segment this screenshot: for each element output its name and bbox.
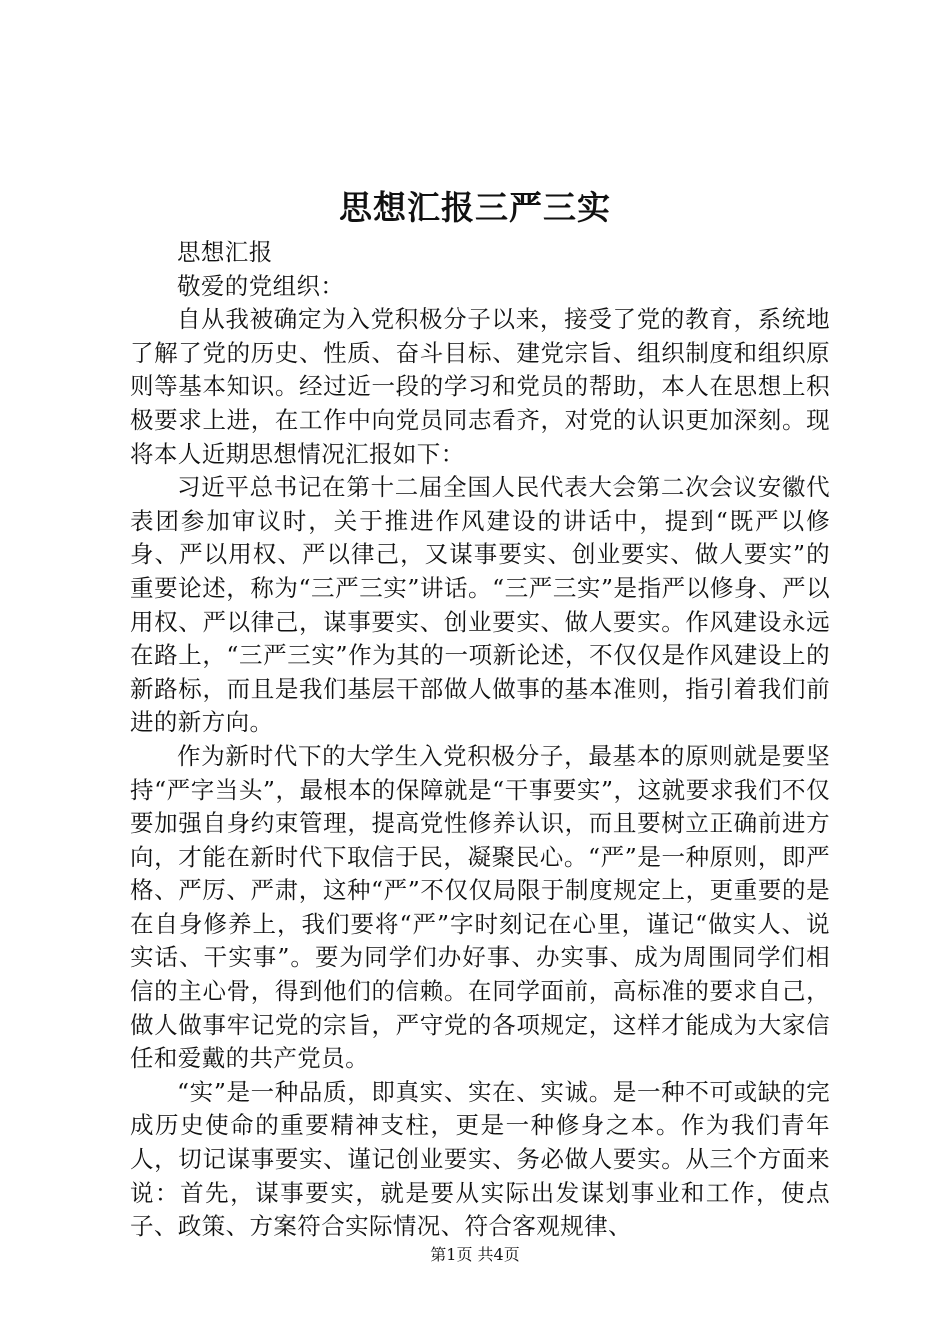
document-body <box>130 236 830 1244</box>
page-footer: 第1页 共4页 <box>430 1245 520 1264</box>
paragraph-salutation: 敬爱的党组织： <box>177 271 345 300</box>
paragraph: 自从我被确定为入党积极分子以来，接受了党的教育，系统地了解了党的历史、性质、奋斗目标、建党宗旨、组织制度和组织原则等基本知识。经过近一段的学习和党员的帮助，本人在思想上积极要求上进，在工作中向党员同志看齐，对党的认识更加深刻。现将本人近期思想情况汇报如下： <box>130 305 830 468</box>
paragraph: “实”是一种品质，即真实、实在、实诚。是一种不可或缺的完成历史使命的重要精神支柱，更是一种修身之本。作为我们青年人，切记谋事要实、谨记创业要实、务必做人要实。从三个方面来说：首先，谋事要实，就是要从实际出发谋划事业和工作，使点子、政策、方案符合实际情况、符合客观规律、 <box>130 1077 830 1241</box>
document-title: 思想汇报三严三实 <box>339 188 611 227</box>
paragraph: 作为新时代下的大学生入党积极分子，最基本的原则就是要坚持“严字当头”，最根本的保障就是“干事要实”，这就要求我们不仅要加强自身约束管理，提高党性修养认识，而且要树立正确前进方向，才能在新时代下取信于民，凝聚民心。“严”是一种原则，即严格、严厉、严肃，这种“严”不仅仅局限于制度规定上，更重要的是在自身修养上，我们要将“严”字时刻记在心里，谨记“做实人、说实话、干实事”。要为同学们办好事、办实事、成为周围同学们相信的主心骨，得到他们的信赖。在同学面前，高标准的要求自己，做人做事牢记党的宗旨，严守党的各项规定，这样才能成为大家信任和爱戴的共产党员。 <box>130 741 830 1073</box>
paragraph: 习近平总书记在第十二届全国人民代表大会第二次会议安徽代表团参加审议时，关于推进作风建设的讲话中，提到“既严以修身、严以用权、严以律己，又谋事要实、创业要实、做人要实”的重要论述，称为“三严三实”讲话。“三严三实”是指严以修身、严以用权、严以律己，谋事要实、创业要实、做人要实。作风建设永远在路上，“三严三实”作为其的一项新论述，不仅仅是作风建设上的新路标，而且是我们基层干部做人做事的基本准则，指引着我们前进的新方向。 <box>130 473 830 737</box>
paragraph-heading: 思想汇报 <box>177 238 273 266</box>
